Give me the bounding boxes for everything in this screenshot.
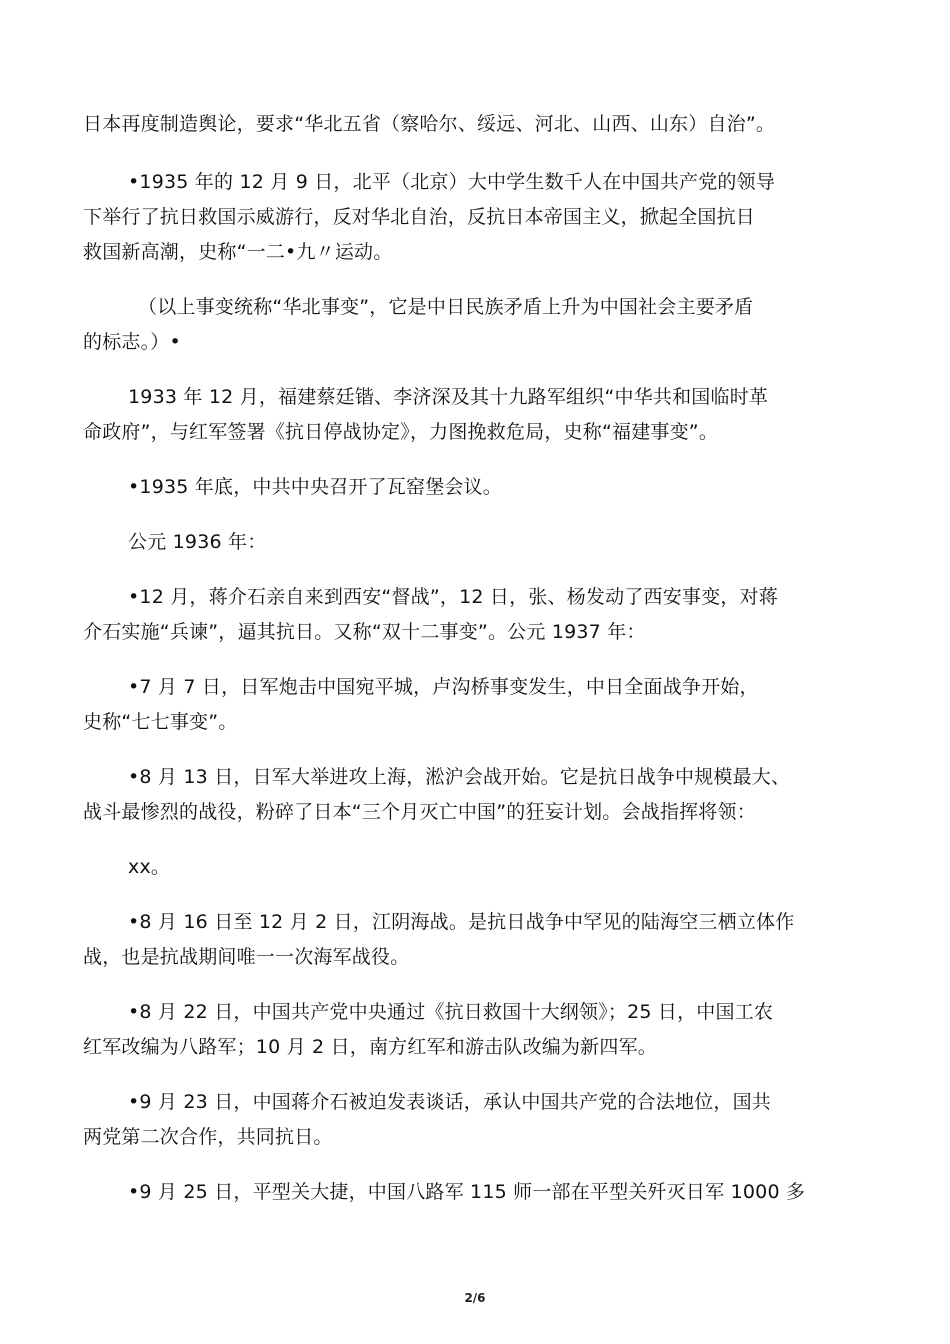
text-line: 日本再度制造舆论，要求“华北五省（察哈尔、绥远、河北、山西、山东）自治”。	[83, 113, 776, 135]
text-line: •8 月 16 日至 12 月 2 日，江阴海战。是抗日战争中罕见的陆海空三栖立体作	[128, 911, 795, 933]
text-line: •7 月 7 日，日军炮击中国宛平城，卢沟桥事变发生，中日全面战争开始，	[128, 676, 759, 698]
text-line: 救国新高潮，史称“一二•九〃运动。	[83, 241, 393, 263]
text-line: •12 月，蒋介石亲自来到西安“督战”，12 日，张、杨发动了西安事变，对蒋	[128, 586, 778, 608]
text-line: •1935 年的 12 月 9 日，北平（北京）大中学生数千人在中国共产党的领导	[128, 171, 776, 193]
text-line: xx。	[128, 856, 171, 878]
text-line: •8 月 22 日，中国共产党中央通过《抗日救国十大纲领》；25 日，中国工农	[128, 1001, 774, 1023]
text-line: （以上事变统称“华北事变”，它是中日民族矛盾上升为中国社会主要矛盾	[138, 296, 754, 318]
text-line: •1935 年底，中共中央召开了瓦窑堡会议。	[128, 476, 503, 498]
text-line: 战斗最惨烈的战役，粉碎了日本“三个月灭亡中国”的狂妄计划。会战指挥将领：	[83, 801, 756, 823]
text-line: •9 月 25 日，平型关大捷，中国八路军 115 师一部在平型关歼灭日军 1000 多	[128, 1181, 806, 1203]
text-line: 1933 年 12 月，福建蔡廷锴、李济深及其十九路军组织“中华共和国临时革	[128, 386, 769, 408]
text-line: 公元 1936 年：	[128, 531, 267, 553]
text-line: 命政府”，与红军签署《抗日停战协定》，力图挽救危局，史称“福建事变”。	[83, 421, 719, 443]
text-line: 史称“七七事变”。	[83, 711, 238, 733]
text-line: 红军改编为八路军；10 月 2 日，南方红军和游击队改编为新四军。	[83, 1036, 657, 1058]
text-line: 介石实施“兵谏”，逼其抗日。又称“双十二事变”。公元 1937 年：	[83, 621, 646, 643]
text-line: 的标志。）•	[83, 331, 181, 353]
text-line: 两党第二次合作，共同抗日。	[83, 1126, 333, 1148]
text-line: •8 月 13 日，日军大举进攻上海，淞沪会战开始。它是抗日战争中规模最大、	[128, 766, 791, 788]
page-number: 2/6	[464, 1291, 486, 1305]
text-line: •9 月 23 日，中国蒋介石被迫发表谈话，承认中国共产党的合法地位，国共	[128, 1091, 771, 1113]
text-line: 战，也是抗战期间唯一一次海军战役。	[83, 946, 410, 968]
text-line: 下举行了抗日救国示威游行，反对华北自治，反抗日本帝国主义，掀起全国抗日	[83, 206, 756, 228]
